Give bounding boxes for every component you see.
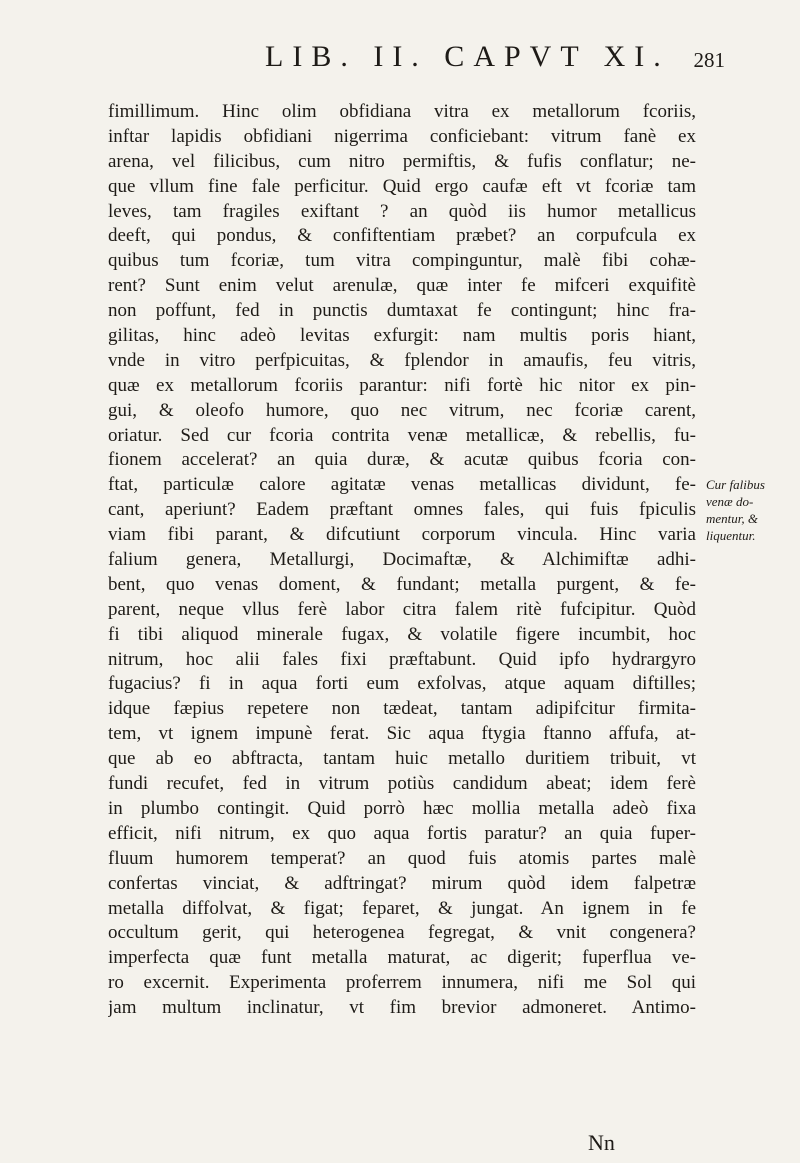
running-title: LIB. II. CAPVT XI. <box>265 40 670 73</box>
text-line: gilitas, hinc adeò levitas exfurgit: nam multis poris hiant, <box>108 325 696 347</box>
text-line: fimillimum. Hinc olim obfidiana vitra ex metallorum fcoriis, <box>108 101 696 122</box>
text-line: fugacius? fi in aqua forti eum exfolvas, atque aquam diftilles; <box>108 673 696 695</box>
text-line: in plumbo contingit. Quid porrò hæc mollia metalla adeò fixa <box>108 797 696 819</box>
text-line: nitrum, hoc alii fales fixi præftabunt. Quid ipfo hydrargyro <box>108 648 696 670</box>
marginal-note-line: Cur falibus <box>706 477 765 492</box>
page-number: 281 <box>693 48 725 72</box>
text-line: fi tibi aliquod minerale fugax, & volatile figere incumbit, hoc <box>108 623 696 645</box>
text-line: ro excernit. Experimenta proferrem innumera, nifi me Sol qui <box>108 972 696 994</box>
text-line: viam fibi parant, & difcutiunt corporum vincula. Hinc varia <box>108 524 696 546</box>
marginal-note-line: liquentur. <box>706 528 756 543</box>
text-line: rent? Sunt enim velut arenulæ, quæ inter fe mifceri exquifitè <box>108 275 696 297</box>
body-text <box>108 100 696 1021</box>
text-line: vnde in vitro perfpicuitas, & fplendor in amaufis, feu vitris, <box>108 349 696 371</box>
text-line: confertas vinciat, & adftringat? mirum quòd idem falpetræ <box>108 872 696 894</box>
text-line: idque fæpius repetere non tædeat, tantam adipifcitur firmita- <box>108 698 696 720</box>
text-line: leves, tam fragiles exiftant ? an quòd iis humor metallicus <box>108 200 696 222</box>
text-line: occultum gerit, qui heterogenea fegregat, & vnit congenera? <box>108 922 696 944</box>
text-line: fundi recufet, fed in vitrum potiùs candidum abeat; idem ferè <box>108 773 696 795</box>
text-line: quæ ex metallorum fcoriis parantur: nifi fortè hic nitor ex pin- <box>108 374 696 396</box>
marginal-note <box>706 476 792 544</box>
text-line: imperfecta quæ funt metalla maturat, ac digerit; fuperflua ve- <box>108 947 696 969</box>
marginal-note-line: mentur, & <box>706 511 758 526</box>
text-line: metalla diffolvat, & figat; feparet, & jungat. An ignem in fe <box>108 897 696 919</box>
text-line: ftat, particulæ calore agitatæ venas metallicas dividunt, fe- <box>108 474 696 496</box>
text-line: cant, aperiunt? Eadem præftant omnes fales, qui fuis fpiculis <box>108 499 696 521</box>
text-line: inftar lapidis obfidiani nigerrima conficiebant: vitrum fanè ex <box>108 125 696 147</box>
text-line: falium genera, Metallurgi, Docimaftæ, & Alchimiftæ adhi- <box>108 549 696 571</box>
text-line: fionem accelerat? an quia duræ, & acutæ quibus fcoria con- <box>108 449 696 471</box>
marginal-note-line: venæ do- <box>706 494 754 509</box>
text-line: jam multum inclinatur, vt fim brevior admoneret. Antimo- <box>108 997 696 1019</box>
text-line: efficit, nifi nitrum, ex quo aqua fortis paratur? an quia fuper- <box>108 822 696 844</box>
text-line: fluum humorem temperat? an quod fuis atomis partes malè <box>108 847 696 869</box>
text-line: que ab eo abftracta, tantam huic metallo duritiem tribuit, vt <box>108 748 696 770</box>
running-head <box>120 22 725 74</box>
text-line: deeft, qui pondus, & confiftentiam præbet? an corpufcula ex <box>108 225 696 247</box>
text-line: non poffunt, fed in punctis dumtaxat fe contingunt; hinc fra- <box>108 300 696 322</box>
text-line: arena, vel filicibus, cum nitro permiftis, & fufis conflatur; ne- <box>108 150 696 172</box>
text-line: quibus tum fcoriæ, tum vitra compinguntur, malè fibi cohæ- <box>108 250 696 272</box>
catchword: Nn <box>588 1130 615 1155</box>
text-line: gui, & oleofo humore, quo nec vitrum, nec fcoriæ carent, <box>108 399 696 421</box>
text-line: oriatur. Sed cur fcoria contrita venæ metallicæ, & rebellis, fu- <box>108 424 696 446</box>
text-line: bent, quo venas doment, & fundant; metalla purgent, & fe- <box>108 573 696 595</box>
text-line: tem, vt ignem impunè ferat. Sic aqua ftygia ftanno affufa, at- <box>108 723 696 745</box>
text-line: parent, neque vllus ferè labor citra falem ritè fufcipitur. Quòd <box>108 598 696 620</box>
text-line: que vllum fine fale perficitur. Quid ergo caufæ eft vt fcoriæ tam <box>108 175 696 197</box>
